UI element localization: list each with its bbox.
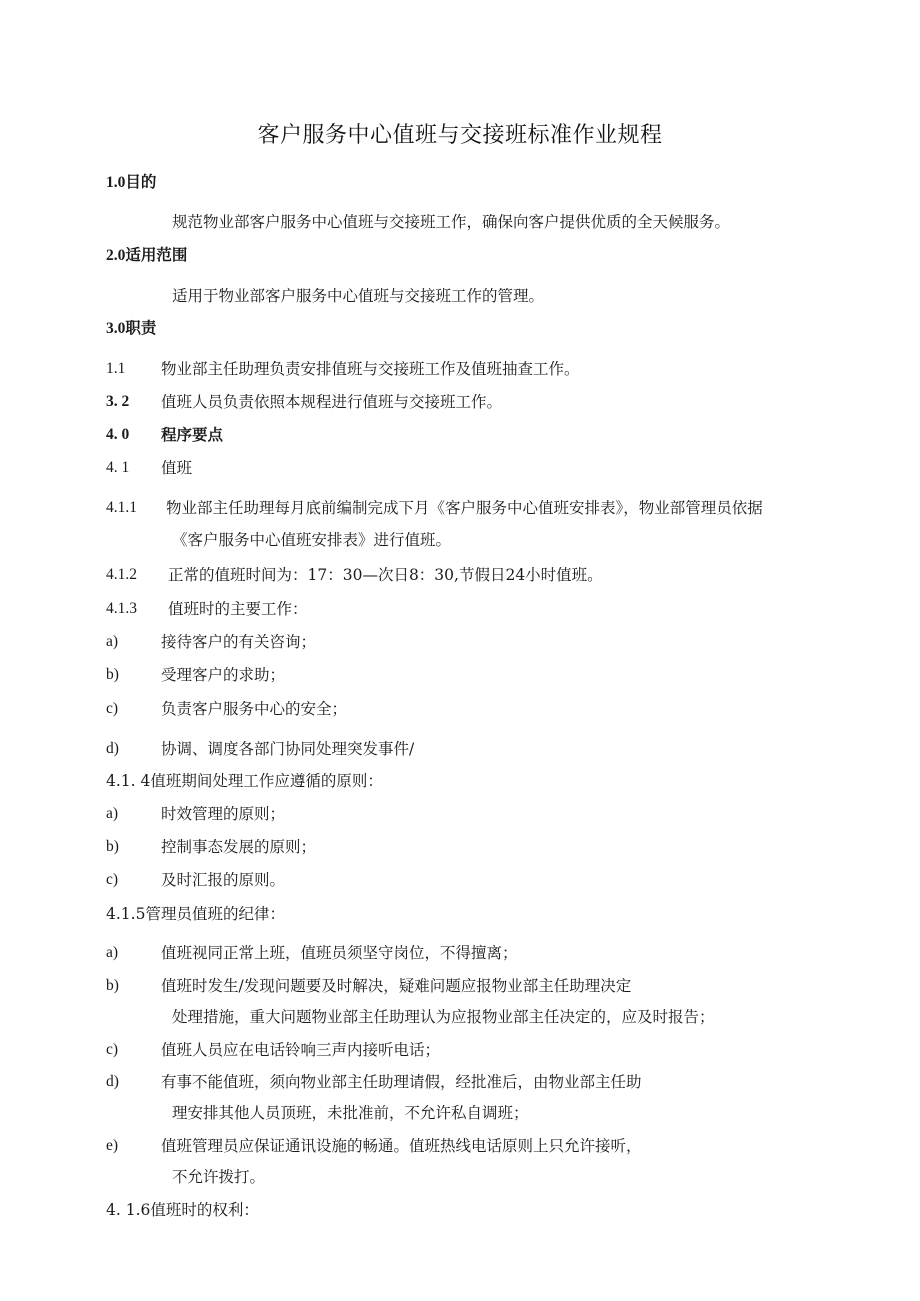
item-4-1-4-text: 4.1. 4值班期间处理工作应遵循的原则： [106, 772, 383, 790]
section-number: 4. 0 [106, 426, 130, 443]
list-label: a) [106, 805, 119, 822]
item-number: 4.1.2 [106, 566, 137, 583]
list-item: 值班时发生/发现问题要及时解决，疑难问题应报物业部主任助理决定 [161, 977, 632, 995]
list-item: 负责客户服务中心的安全； [161, 700, 348, 718]
list-label: e) [106, 1137, 119, 1154]
list-item-continuation: 不允许拨打。 [172, 1168, 266, 1186]
subsection-duty: 值班 [161, 459, 193, 477]
list-label: a) [106, 633, 119, 650]
section-heading-text: 目的 [125, 172, 157, 191]
section-heading-responsibility [106, 318, 156, 339]
purpose-body: 规范物业部客户服务中心值班与交接班工作，确保向客户提供优质的全天候服务。 [172, 213, 731, 231]
item-number: 4. 1 [106, 459, 130, 476]
list-label: c) [106, 1041, 119, 1058]
section-number: 3.0 [106, 320, 126, 337]
list-item: 及时汇报的原则。 [161, 871, 286, 889]
section-heading-text: 适用范围 [125, 245, 188, 264]
responsibility-1-text: 物业部主任助理负责安排值班与交接班工作及值班抽查工作。 [161, 360, 580, 378]
section-heading-scope [106, 245, 187, 266]
list-label: a) [106, 944, 119, 961]
list-label: c) [106, 871, 119, 888]
list-item: 有事不能值班，须向物业部主任助理请假，经批准后，由物业部主任助 [161, 1073, 642, 1091]
list-item: 值班管理员应保证通讯设施的畅通。值班热线电话原则上只允许接听， [161, 1137, 642, 1155]
list-label: b) [106, 838, 119, 855]
section-heading-text: 职责 [125, 318, 157, 337]
item-number: 4.1.1 [106, 499, 137, 516]
list-item: 接待客户的有关咨询； [161, 633, 317, 651]
item-4-1-1-continuation: 《客户服务中心值班安排表》进行值班。 [172, 531, 452, 549]
document-title: 客户服务中心值班与交接班标准作业规程 [257, 123, 663, 148]
section-heading-procedure: 程序要点 [161, 425, 224, 444]
list-item: 控制事态发展的原则； [161, 838, 317, 856]
list-item: 受理客户的求助； [161, 666, 286, 684]
item-number: 3. 2 [106, 393, 130, 410]
item-4-1-6-text: 4. 1.6值班时的权利： [106, 1201, 259, 1219]
list-label: b) [106, 666, 119, 683]
list-item: 值班视同正常上班，值班员须坚守岗位，不得擅离； [161, 944, 518, 962]
list-item: 值班人员应在电话铃响三声内接听电话； [161, 1041, 441, 1059]
item-number: 1.1 [106, 360, 126, 377]
section-number: 2.0 [106, 247, 126, 264]
item-4-1-1-text: 物业部主任助理每月底前编制完成下月《客户服务中心值班安排表》，物业部管理员依据 [166, 499, 763, 517]
responsibility-2-text: 值班人员负责依照本规程进行值班与交接班工作。 [161, 393, 503, 411]
item-4-1-5-text: 4.1.5管理员值班的纪律： [106, 905, 285, 923]
section-heading-purpose [106, 172, 156, 193]
item-4-1-2-text: 正常的值班时间为：17：30—次日8：30,节假日24小时值班。 [168, 566, 603, 584]
list-label: c) [106, 700, 119, 717]
list-label: d) [106, 740, 119, 757]
list-item: 时效管理的原则； [161, 805, 286, 823]
section-number: 1.0 [106, 174, 126, 191]
list-label: d) [106, 1073, 119, 1090]
list-item-continuation: 处理措施，重大问题物业部主任助理认为应报物业部主任决定的，应及时报告； [172, 1008, 715, 1026]
list-label: b) [106, 977, 119, 994]
list-item-continuation: 理安排其他人员顶班，未批准前，不允许私自调班； [172, 1104, 529, 1122]
list-item: 协调、调度各部门协同处理突发事件/ [161, 740, 415, 758]
scope-body: 适用于物业部客户服务中心值班与交接班工作的管理。 [172, 287, 545, 305]
item-4-1-3-text: 值班时的主要工作： [168, 600, 308, 618]
item-number: 4.1.3 [106, 600, 137, 617]
